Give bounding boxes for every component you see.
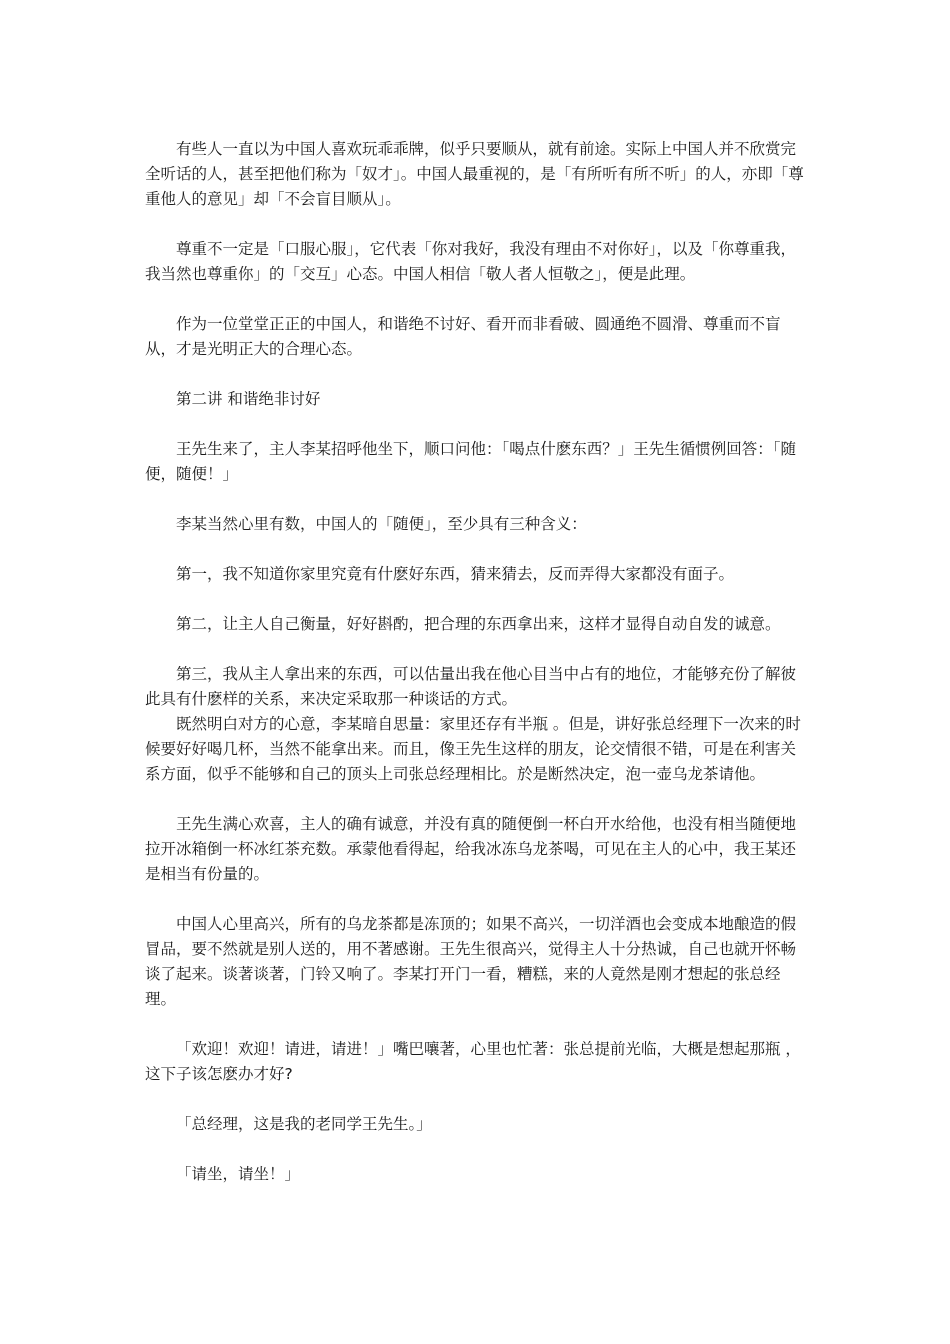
section-heading: 第二讲 和谐绝非讨好 [176,390,321,408]
paragraph: 作为一位堂堂正正的中国人，和谐绝不讨好、看开而非看破、圆通绝不圆滑、尊重而不盲从，才是光明正大的合理心态。 [145,315,781,358]
paragraph: 「欢迎！欢迎！请进，请进！」嘴巴嚷著，心里也忙著：张总提前光临，大概是想起那瓶 ，这下子该怎麽办才好? [145,1040,801,1083]
paragraph: 第二，让主人自己衡量，好好斟酌，把合理的东西拿出来，这样才显得自动自发的诚意。 [176,615,781,633]
paragraph: 有些人一直以为中国人喜欢玩乖乖牌，似乎只要顺从，就有前途。实际上中国人并不欣赏完全听话的人，甚至把他们称为「奴才」。中国人最重视的，是「有所听有所不听」的人，亦即「尊重他人的意见」却「不会盲目顺从」。 [145,140,804,208]
paragraph: 「总经理，这是我的老同学王先生。」 [176,1115,432,1133]
paragraph: 「请坐，请坐！」 [176,1165,301,1183]
paragraph: 既然明白对方的心意，李某暗自思量：家里还存有半瓶 。但是，讲好张总经理下一次来的时候要好好喝几杯，当然不能拿出来。而且，像王先生这样的朋友，论交情很不错，可是在利害关系方面，似乎不能够和自己的顶头上司张总经理相比。於是断然决定，泡一壶乌龙茶请他。 [145,715,801,783]
paragraph: 李某当然心里有数，中国人的「随便」，至少具有三种含义： [176,515,587,533]
paragraph: 王先生满心欢喜，主人的确有诚意，并没有真的随便倒一杯白开水给他，也没有相当随便地拉开冰箱倒一杯冰红茶充数。承蒙他看得起，给我冰冻乌龙茶喝，可见在主人的心中，我王某还是相当有份量的。 [145,815,797,883]
paragraph: 第一，我不知道你家里究竟有什麽好东西，猜来猜去，反而弄得大家都没有面子。 [176,565,735,583]
paragraph: 第三，我从主人拿出来的东西，可以估量出我在他心目当中占有的地位，才能够充份了解彼此具有什麽样的关系，来决定采取那一种谈话的方式。 [145,665,797,708]
paragraph: 尊重不一定是「口服心服」，它代表「你对我好，我没有理由不对你好」，以及「你尊重我，我当然也尊重你」的「交互」心态。中国人相信「敬人者人恒敬之」，便是此理。 [145,240,797,283]
paragraph: 中国人心里高兴，所有的乌龙茶都是冻顶的；如果不高兴，一切洋酒也会变成本地酿造的假冒品，要不然就是别人送的，用不著感谢。王先生很高兴，觉得主人十分热诚，自己也就开怀畅谈了起来。谈著谈著，门铃又响了。李某打开门一看，糟糕，来的人竟然是刚才想起的张总经理。 [145,915,797,1008]
paragraph: 王先生来了，主人李某招呼他坐下，顺口问他：「喝点什麽东西？」王先生循惯例回答：「随便，随便！」 [145,440,797,483]
document-body [145,137,810,1187]
